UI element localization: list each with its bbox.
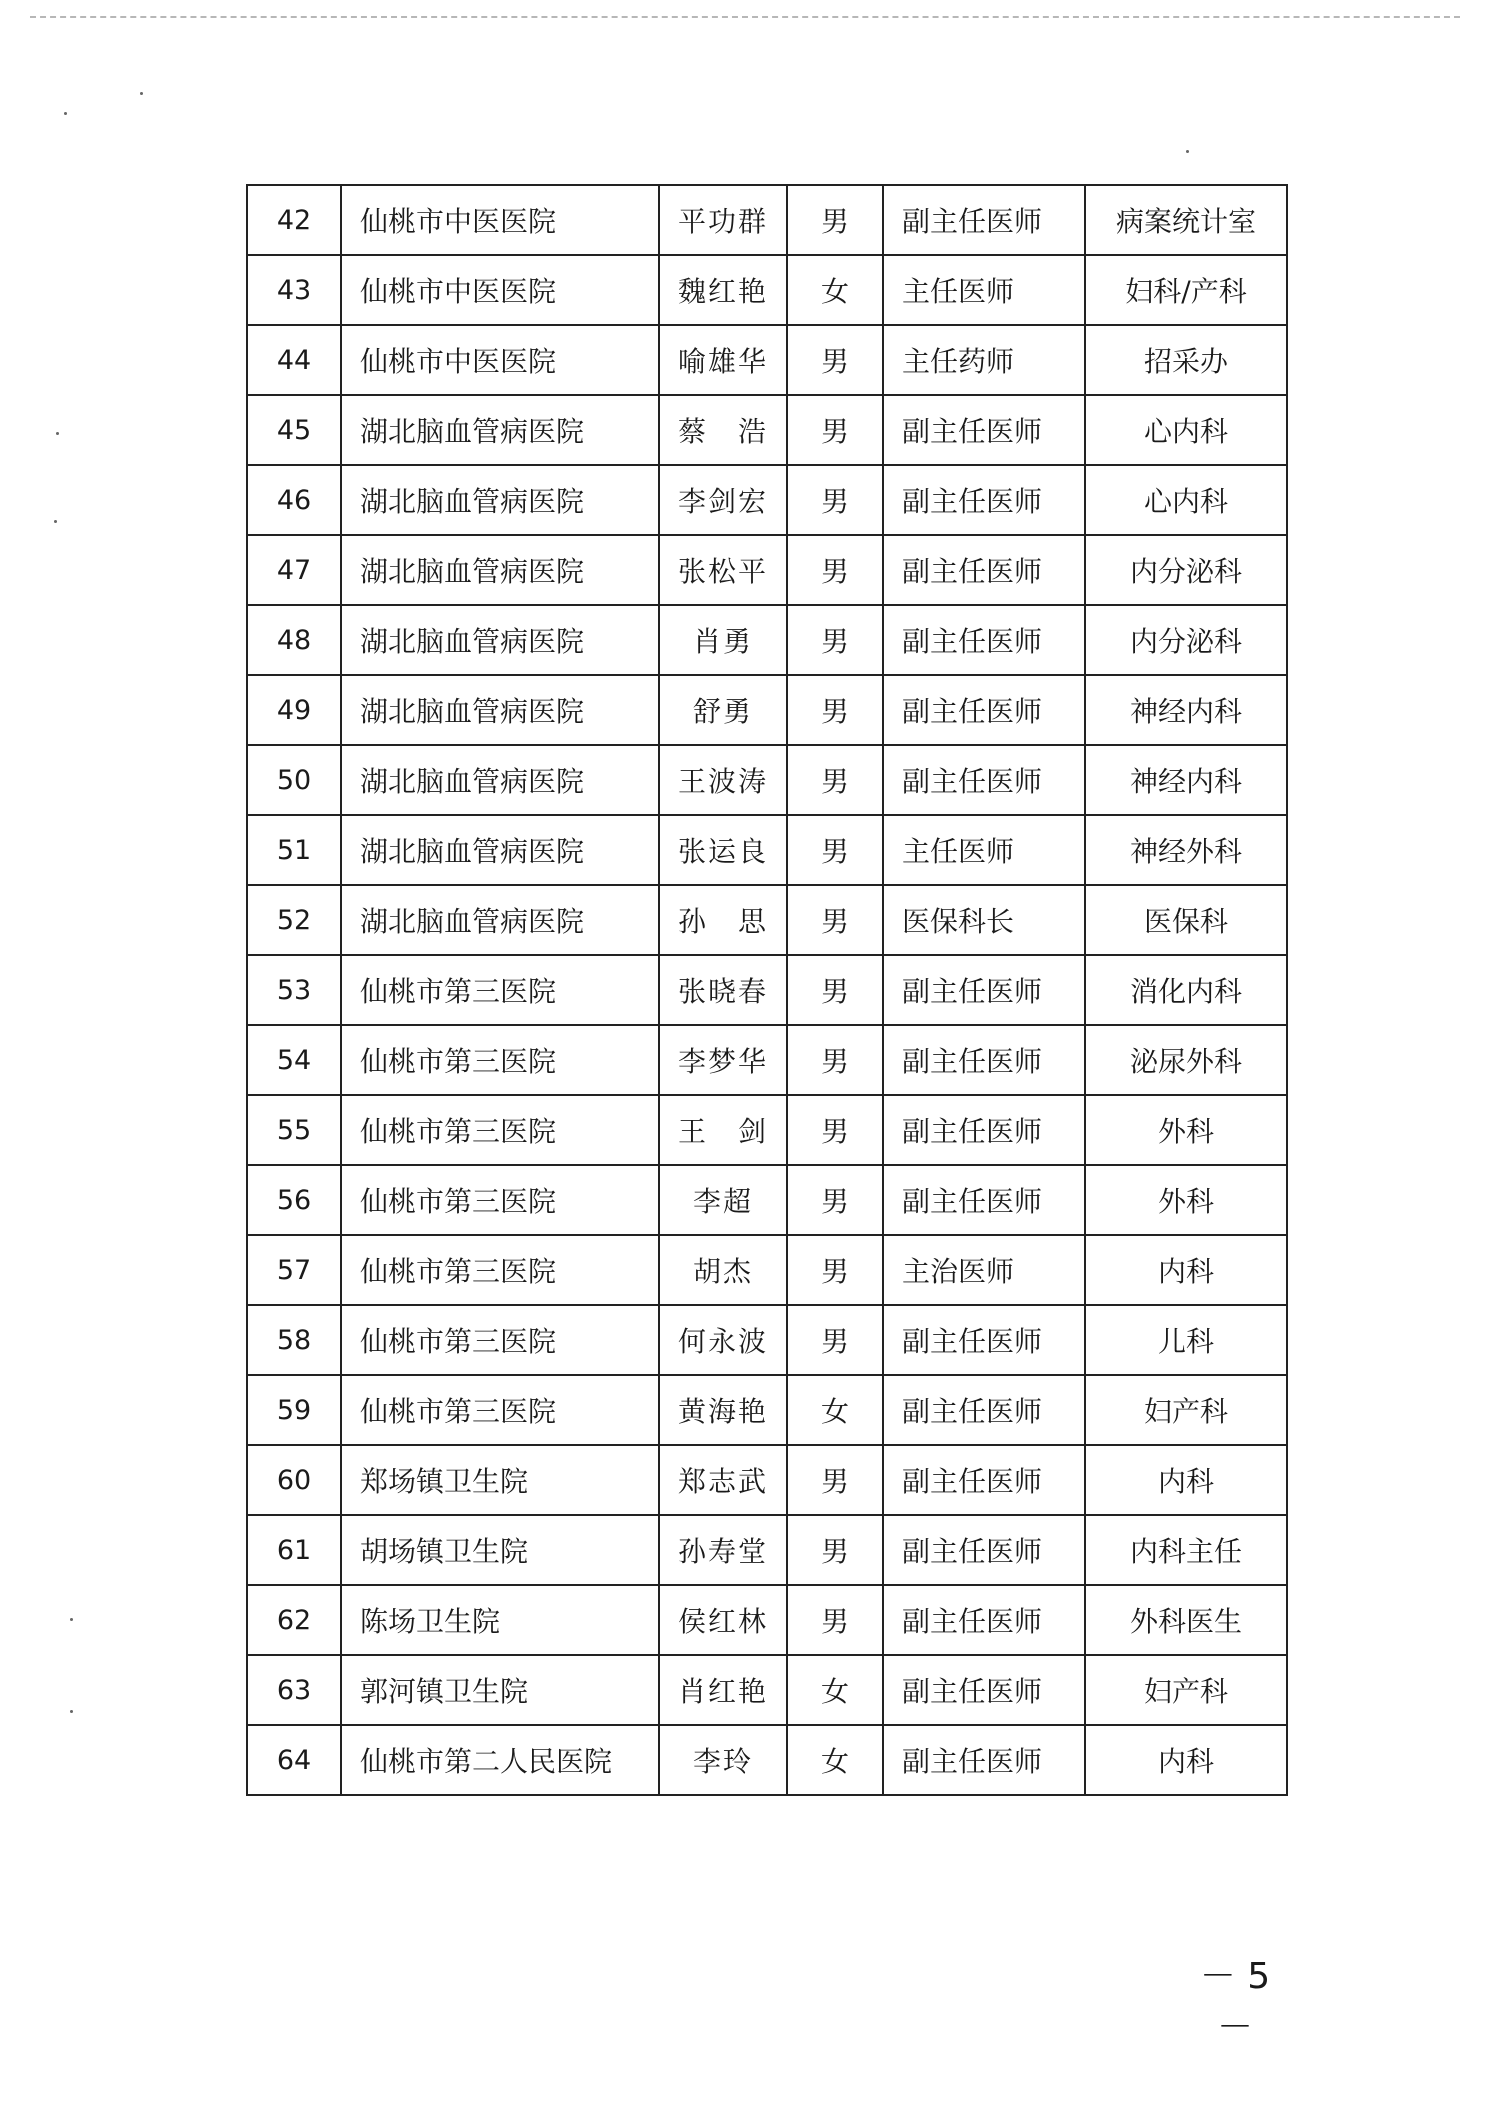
unit-cell: 仙桃市中医医院 xyxy=(341,325,659,395)
scan-speck xyxy=(70,1618,73,1621)
title-cell: 副主任医师 xyxy=(883,1165,1085,1235)
gender-cell: 男 xyxy=(787,1025,883,1095)
table-row xyxy=(247,1235,1287,1305)
department-cell: 医保科 xyxy=(1085,885,1287,955)
gender-cell: 男 xyxy=(787,1445,883,1515)
table-row xyxy=(247,185,1287,255)
row-number-cell: 58 xyxy=(247,1305,341,1375)
title-cell: 副主任医师 xyxy=(883,465,1085,535)
row-number-cell: 64 xyxy=(247,1725,341,1795)
unit-cell: 湖北脑血管病医院 xyxy=(341,535,659,605)
department-cell: 神经外科 xyxy=(1085,815,1287,885)
name-cell: 孙寿堂 xyxy=(659,1515,787,1585)
table-row xyxy=(247,1655,1287,1725)
title-cell: 副主任医师 xyxy=(883,1375,1085,1445)
title-cell: 副主任医师 xyxy=(883,1095,1085,1165)
unit-cell: 仙桃市第三医院 xyxy=(341,1025,659,1095)
row-number-cell: 45 xyxy=(247,395,341,465)
gender-cell: 女 xyxy=(787,255,883,325)
gender-cell: 男 xyxy=(787,1305,883,1375)
row-number-cell: 59 xyxy=(247,1375,341,1445)
title-cell: 副主任医师 xyxy=(883,605,1085,675)
row-number-cell: 63 xyxy=(247,1655,341,1725)
title-cell: 副主任医师 xyxy=(883,1725,1085,1795)
row-number-cell: 55 xyxy=(247,1095,341,1165)
scan-speck xyxy=(64,112,67,115)
row-number-cell: 50 xyxy=(247,745,341,815)
unit-cell: 仙桃市第二人民医院 xyxy=(341,1725,659,1795)
table-row xyxy=(247,605,1287,675)
name-cell: 侯红林 xyxy=(659,1585,787,1655)
name-cell: 张运良 xyxy=(659,815,787,885)
table-row xyxy=(247,535,1287,605)
row-number-cell: 49 xyxy=(247,675,341,745)
gender-cell: 男 xyxy=(787,955,883,1025)
row-number-cell: 54 xyxy=(247,1025,341,1095)
row-number-cell: 57 xyxy=(247,1235,341,1305)
row-number-cell: 62 xyxy=(247,1585,341,1655)
title-cell: 主任药师 xyxy=(883,325,1085,395)
title-cell: 副主任医师 xyxy=(883,1025,1085,1095)
department-cell: 外科医生 xyxy=(1085,1585,1287,1655)
unit-cell: 湖北脑血管病医院 xyxy=(341,465,659,535)
department-cell: 心内科 xyxy=(1085,395,1287,465)
gender-cell: 男 xyxy=(787,465,883,535)
name-cell: 李玲 xyxy=(659,1725,787,1795)
title-cell: 副主任医师 xyxy=(883,1515,1085,1585)
table-row xyxy=(247,1445,1287,1515)
gender-cell: 男 xyxy=(787,1235,883,1305)
name-cell: 魏红艳 xyxy=(659,255,787,325)
title-cell: 副主任医师 xyxy=(883,1445,1085,1515)
table-row xyxy=(247,1095,1287,1165)
name-cell: 何永波 xyxy=(659,1305,787,1375)
gender-cell: 女 xyxy=(787,1725,883,1795)
department-cell: 内科 xyxy=(1085,1445,1287,1515)
name-cell: 喻雄华 xyxy=(659,325,787,395)
roster-table xyxy=(246,184,1288,1796)
name-cell: 张松平 xyxy=(659,535,787,605)
gender-cell: 女 xyxy=(787,1655,883,1725)
table-row xyxy=(247,255,1287,325)
title-cell: 副主任医师 xyxy=(883,1655,1085,1725)
unit-cell: 湖北脑血管病医院 xyxy=(341,745,659,815)
table-row xyxy=(247,1585,1287,1655)
department-cell: 妇产科 xyxy=(1085,1375,1287,1445)
department-cell: 消化内科 xyxy=(1085,955,1287,1025)
name-cell: 肖红艳 xyxy=(659,1655,787,1725)
title-cell: 副主任医师 xyxy=(883,675,1085,745)
name-cell: 胡杰 xyxy=(659,1235,787,1305)
row-number-cell: 42 xyxy=(247,185,341,255)
unit-cell: 湖北脑血管病医院 xyxy=(341,815,659,885)
row-number-cell: 44 xyxy=(247,325,341,395)
title-cell: 主治医师 xyxy=(883,1235,1085,1305)
table-row xyxy=(247,885,1287,955)
name-cell: 李剑宏 xyxy=(659,465,787,535)
name-cell: 王 剑 xyxy=(659,1095,787,1165)
row-number-cell: 52 xyxy=(247,885,341,955)
department-cell: 内科 xyxy=(1085,1235,1287,1305)
roster-table-body xyxy=(247,185,1287,1795)
title-cell: 副主任医师 xyxy=(883,955,1085,1025)
gender-cell: 男 xyxy=(787,745,883,815)
row-number-cell: 43 xyxy=(247,255,341,325)
table-row xyxy=(247,745,1287,815)
table-row xyxy=(247,1515,1287,1585)
department-cell: 妇产科 xyxy=(1085,1655,1287,1725)
page-number: － 5 － xyxy=(1199,1956,1271,2048)
row-number-cell: 53 xyxy=(247,955,341,1025)
gender-cell: 男 xyxy=(787,815,883,885)
gender-cell: 男 xyxy=(787,395,883,465)
unit-cell: 湖北脑血管病医院 xyxy=(341,605,659,675)
name-cell: 孙 思 xyxy=(659,885,787,955)
scan-speck xyxy=(70,1710,73,1713)
title-cell: 副主任医师 xyxy=(883,185,1085,255)
gender-cell: 男 xyxy=(787,185,883,255)
table-row xyxy=(247,325,1287,395)
unit-cell: 郭河镇卫生院 xyxy=(341,1655,659,1725)
name-cell: 蔡 浩 xyxy=(659,395,787,465)
unit-cell: 仙桃市第三医院 xyxy=(341,1235,659,1305)
gender-cell: 女 xyxy=(787,1375,883,1445)
department-cell: 儿科 xyxy=(1085,1305,1287,1375)
gender-cell: 男 xyxy=(787,675,883,745)
table-row xyxy=(247,1375,1287,1445)
title-cell: 主任医师 xyxy=(883,255,1085,325)
title-cell: 副主任医师 xyxy=(883,1305,1085,1375)
table-row xyxy=(247,1025,1287,1095)
unit-cell: 郑场镇卫生院 xyxy=(341,1445,659,1515)
row-number-cell: 60 xyxy=(247,1445,341,1515)
gender-cell: 男 xyxy=(787,1165,883,1235)
unit-cell: 仙桃市第三医院 xyxy=(341,1095,659,1165)
scan-speck xyxy=(54,520,57,523)
department-cell: 泌尿外科 xyxy=(1085,1025,1287,1095)
top-scan-rule xyxy=(30,16,1460,18)
department-cell: 外科 xyxy=(1085,1165,1287,1235)
name-cell: 黄海艳 xyxy=(659,1375,787,1445)
unit-cell: 仙桃市第三医院 xyxy=(341,955,659,1025)
scan-speck xyxy=(1186,150,1189,153)
gender-cell: 男 xyxy=(787,605,883,675)
unit-cell: 陈场卫生院 xyxy=(341,1585,659,1655)
row-number-cell: 51 xyxy=(247,815,341,885)
name-cell: 李梦华 xyxy=(659,1025,787,1095)
department-cell: 招采办 xyxy=(1085,325,1287,395)
gender-cell: 男 xyxy=(787,885,883,955)
table-row xyxy=(247,955,1287,1025)
department-cell: 内科 xyxy=(1085,1725,1287,1795)
name-cell: 舒勇 xyxy=(659,675,787,745)
table-row xyxy=(247,815,1287,885)
gender-cell: 男 xyxy=(787,535,883,605)
name-cell: 郑志武 xyxy=(659,1445,787,1515)
name-cell: 张晓春 xyxy=(659,955,787,1025)
name-cell: 王波涛 xyxy=(659,745,787,815)
table-row xyxy=(247,395,1287,465)
title-cell: 副主任医师 xyxy=(883,745,1085,815)
unit-cell: 仙桃市中医医院 xyxy=(341,255,659,325)
department-cell: 内科主任 xyxy=(1085,1515,1287,1585)
unit-cell: 湖北脑血管病医院 xyxy=(341,885,659,955)
table-row xyxy=(247,1725,1287,1795)
unit-cell: 湖北脑血管病医院 xyxy=(341,675,659,745)
name-cell: 李超 xyxy=(659,1165,787,1235)
scan-speck xyxy=(56,432,59,435)
row-number-cell: 48 xyxy=(247,605,341,675)
title-cell: 副主任医师 xyxy=(883,535,1085,605)
row-number-cell: 47 xyxy=(247,535,341,605)
unit-cell: 湖北脑血管病医院 xyxy=(341,395,659,465)
department-cell: 心内科 xyxy=(1085,465,1287,535)
unit-cell: 仙桃市第三医院 xyxy=(341,1165,659,1235)
table-row xyxy=(247,1305,1287,1375)
department-cell: 妇科/产科 xyxy=(1085,255,1287,325)
scan-speck xyxy=(140,92,143,95)
title-cell: 主任医师 xyxy=(883,815,1085,885)
gender-cell: 男 xyxy=(787,1515,883,1585)
title-cell: 副主任医师 xyxy=(883,1585,1085,1655)
title-cell: 医保科长 xyxy=(883,885,1085,955)
gender-cell: 男 xyxy=(787,325,883,395)
table-row xyxy=(247,1165,1287,1235)
row-number-cell: 46 xyxy=(247,465,341,535)
name-cell: 平功群 xyxy=(659,185,787,255)
title-cell: 副主任医师 xyxy=(883,395,1085,465)
department-cell: 病案统计室 xyxy=(1085,185,1287,255)
unit-cell: 仙桃市第三医院 xyxy=(341,1305,659,1375)
gender-cell: 男 xyxy=(787,1585,883,1655)
department-cell: 神经内科 xyxy=(1085,745,1287,815)
gender-cell: 男 xyxy=(787,1095,883,1165)
name-cell: 肖勇 xyxy=(659,605,787,675)
table-row xyxy=(247,675,1287,745)
row-number-cell: 61 xyxy=(247,1515,341,1585)
department-cell: 内分泌科 xyxy=(1085,535,1287,605)
unit-cell: 胡场镇卫生院 xyxy=(341,1515,659,1585)
unit-cell: 仙桃市第三医院 xyxy=(341,1375,659,1445)
unit-cell: 仙桃市中医医院 xyxy=(341,185,659,255)
department-cell: 神经内科 xyxy=(1085,675,1287,745)
table-row xyxy=(247,465,1287,535)
department-cell: 外科 xyxy=(1085,1095,1287,1165)
row-number-cell: 56 xyxy=(247,1165,341,1235)
department-cell: 内分泌科 xyxy=(1085,605,1287,675)
